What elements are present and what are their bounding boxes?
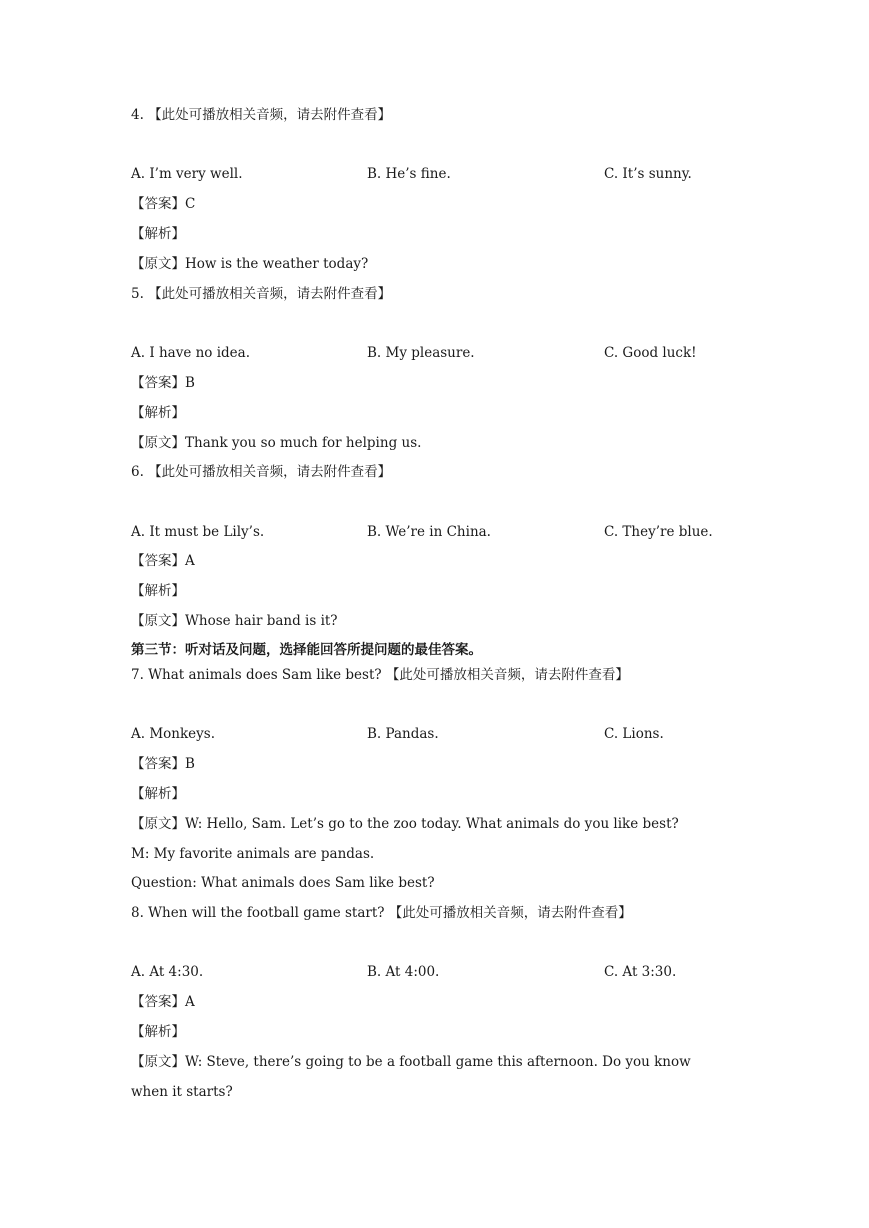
question-6-option-b: B. We’re in China. xyxy=(367,524,491,540)
question-5-analysis: 【解析】 xyxy=(131,405,185,421)
question-6-transcript: 【原文】Whose hair band is it? xyxy=(131,613,338,629)
question-5-option-b: B. My pleasure. xyxy=(367,345,475,361)
question-4-prompt: 4. 【此处可播放相关音频，请去附件查看】 xyxy=(131,107,392,123)
question-7-analysis: 【解析】 xyxy=(131,786,185,802)
question-7-option-b: B. Pandas. xyxy=(367,726,439,742)
section-heading: 第三节：听对话及问题，选择能回答所提问题的最佳答案。 xyxy=(131,642,482,658)
question-7-transcript-line-1: 【原文】W: Hello, Sam. Let’s go to the zoo today. What animals do you like best? xyxy=(131,816,679,832)
question-7-option-a: A. Monkeys. xyxy=(131,726,215,742)
question-4-option-b: B. He’s fine. xyxy=(367,166,451,182)
question-8-analysis: 【解析】 xyxy=(131,1024,185,1040)
question-8-transcript-line-1: 【原文】W: Steve, there’s going to be a football game this afternoon. Do you know xyxy=(131,1054,691,1070)
question-4-transcript: 【原文】How is the weather today? xyxy=(131,256,369,272)
question-5-option-c: C. Good luck! xyxy=(604,345,697,361)
question-8-option-c: C. At 3:30. xyxy=(604,964,677,980)
question-5-option-a: A. I have no idea. xyxy=(131,345,251,361)
question-4-option-c: C. It’s sunny. xyxy=(604,166,692,182)
question-6-option-a: A. It must be Lily’s. xyxy=(131,524,265,540)
question-5-transcript: 【原文】Thank you so much for helping us. xyxy=(131,435,422,451)
question-8-option-b: B. At 4:00. xyxy=(367,964,440,980)
question-6-option-c: C. They’re blue. xyxy=(604,524,713,540)
question-7-prompt: 7. What animals does Sam like best? 【此处可播放相关音频，请去附件查看】 xyxy=(131,667,629,683)
question-8-answer: 【答案】A xyxy=(131,994,195,1010)
question-5-answer: 【答案】B xyxy=(131,375,195,391)
question-5-prompt: 5. 【此处可播放相关音频，请去附件查看】 xyxy=(131,286,392,302)
question-7-answer: 【答案】B xyxy=(131,756,195,772)
question-6-answer: 【答案】A xyxy=(131,553,195,569)
question-6-analysis: 【解析】 xyxy=(131,583,185,599)
question-8-transcript-line-2: when it starts? xyxy=(131,1084,233,1100)
question-8-option-a: A. At 4:30. xyxy=(131,964,204,980)
question-4-option-a: A. I’m very well. xyxy=(131,166,243,182)
question-4-analysis: 【解析】 xyxy=(131,226,185,242)
question-7-transcript-line-3: Question: What animals does Sam like best? xyxy=(131,875,435,891)
question-6-prompt: 6. 【此处可播放相关音频，请去附件查看】 xyxy=(131,464,392,480)
question-8-prompt: 8. When will the football game start? 【此处可播放相关音频，请去附件查看】 xyxy=(131,905,632,921)
question-7-option-c: C. Lions. xyxy=(604,726,664,742)
question-4-answer: 【答案】C xyxy=(131,196,196,212)
question-7-transcript-line-2: M: My favorite animals are pandas. xyxy=(131,846,375,862)
